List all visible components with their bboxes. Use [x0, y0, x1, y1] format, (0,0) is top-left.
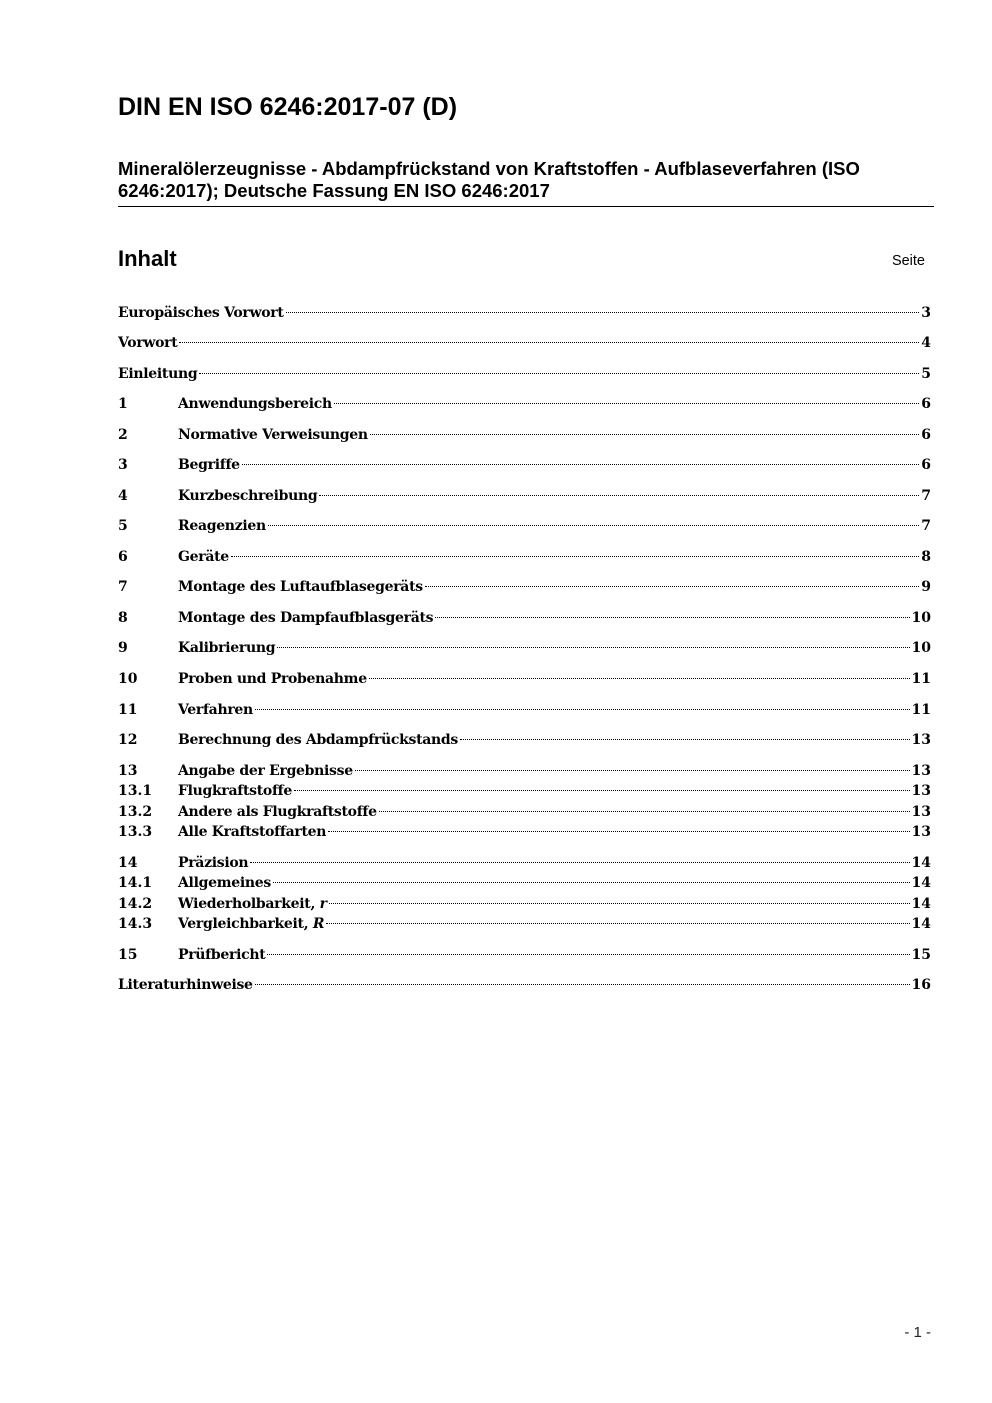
toc-entry-label-text: Normative Verweisungen — [178, 427, 368, 443]
toc-dot-leader — [379, 811, 910, 812]
toc-entry-label — [178, 425, 368, 445]
toc-entry[interactable] — [118, 822, 931, 842]
toc-entry[interactable] — [118, 638, 931, 658]
toc-entry-label — [178, 486, 317, 506]
toc-entry-page: 14 — [911, 916, 931, 932]
toc-dot-leader — [255, 709, 910, 710]
toc-entry-number: 4 — [118, 488, 128, 504]
toc-entry-label — [178, 577, 423, 597]
toc-entry-label — [178, 608, 433, 628]
toc-entry[interactable] — [118, 700, 931, 720]
toc-dot-leader — [199, 373, 919, 374]
toc-entry[interactable] — [118, 547, 931, 567]
toc-entry[interactable] — [118, 364, 931, 384]
toc-entry-label — [178, 945, 265, 965]
toc-entry-number: 3 — [118, 457, 128, 473]
toc-entry-number: 5 — [118, 518, 128, 534]
toc-entry-number: 15 — [118, 947, 138, 963]
document-subtitle: Mineralölerzeugnisse - Abdampfrückstand von Kraftstoffen - Aufblaseverfahren (ISO 6246:2017); Deutsche Fassung EN ISO 6246:2017 — [118, 158, 860, 201]
toc-entry[interactable] — [118, 781, 931, 801]
toc-entry-page: 7 — [921, 488, 931, 504]
toc-dot-leader — [273, 882, 910, 883]
toc-entry-label-text: Europäisches Vorwort — [118, 305, 284, 321]
toc-entry-label — [178, 455, 240, 475]
toc-entry-label — [178, 873, 271, 893]
toc-entry[interactable] — [118, 761, 931, 781]
toc-entry-label-text: Begriffe — [178, 457, 240, 473]
toc-entry-label-text: Montage des Dampfaufblasgeräts — [178, 610, 434, 626]
toc-entry-label-text: Geräte — [178, 549, 229, 565]
toc-entry-number: 14.1 — [118, 875, 153, 891]
toc-entry-label-text: Prüfbericht — [178, 947, 266, 963]
toc-entry-label-text: Reagenzien — [178, 518, 266, 534]
toc-entry[interactable] — [118, 455, 931, 475]
toc-dot-leader — [329, 903, 910, 904]
toc-entry-page: 11 — [911, 671, 931, 687]
toc-entry[interactable] — [118, 486, 931, 506]
toc-entry-number: 7 — [118, 579, 128, 595]
toc-dot-leader — [250, 862, 909, 863]
toc-dot-leader — [369, 678, 910, 679]
toc-entry-label — [118, 975, 253, 995]
toc-entry-label-text: Kurzbeschreibung — [178, 488, 318, 504]
toc-entry-page: 14 — [911, 875, 931, 891]
toc-entry-number: 11 — [118, 702, 138, 718]
table-of-contents — [118, 0, 931, 1403]
toc-entry-number: 8 — [118, 610, 128, 626]
toc-dot-leader — [328, 831, 909, 832]
toc-page-column-label: Seite — [891, 253, 925, 269]
toc-dot-leader — [267, 954, 909, 955]
toc-dot-leader — [334, 403, 919, 404]
toc-entry[interactable] — [118, 577, 931, 597]
toc-entry-label — [178, 761, 353, 781]
toc-dot-leader — [231, 556, 919, 557]
toc-entry-label — [178, 516, 266, 536]
toc-entry-label-text: Flugkraftstoffe — [178, 783, 293, 799]
toc-entry-page: 7 — [921, 518, 931, 534]
toc-dot-leader — [326, 923, 909, 924]
toc-entry[interactable] — [118, 303, 931, 323]
toc-entry-label — [178, 638, 275, 658]
toc-entry-label — [178, 822, 326, 842]
toc-entry-label-text: Vorwort — [118, 335, 178, 351]
toc-entry[interactable] — [118, 516, 931, 536]
toc-entry[interactable] — [118, 914, 931, 934]
toc-entry[interactable] — [118, 425, 931, 445]
toc-entry-number: 14 — [118, 855, 138, 871]
toc-entry-label — [178, 394, 332, 414]
toc-entry-label-text: Verfahren — [178, 702, 253, 718]
toc-entry-page: 10 — [911, 610, 931, 626]
toc-entry-label — [118, 333, 177, 353]
toc-dot-leader — [255, 984, 910, 985]
toc-dot-leader — [355, 770, 910, 771]
toc-entry-label-text: Vergleichbarkeit, — [178, 916, 313, 932]
toc-dot-leader — [319, 495, 919, 496]
toc-entry[interactable] — [118, 802, 931, 822]
toc-entry-page: 14 — [911, 896, 931, 912]
toc-dot-leader — [179, 342, 919, 343]
toc-entry-label-text: Allgemeines — [178, 875, 271, 891]
toc-entry-page: 3 — [921, 305, 931, 321]
toc-dot-leader — [277, 647, 909, 648]
toc-entry-number: 13.2 — [118, 804, 153, 820]
toc-entry-page: 13 — [911, 763, 931, 779]
toc-entry-variable: R — [312, 916, 325, 932]
toc-entry-page: 9 — [921, 579, 931, 595]
toc-entry-label — [178, 547, 229, 567]
toc-entry-number: 12 — [118, 732, 138, 748]
toc-entry-number: 9 — [118, 640, 128, 656]
toc-dot-leader — [286, 312, 920, 313]
toc-entry[interactable] — [118, 853, 931, 873]
toc-entry-number: 10 — [118, 671, 138, 687]
toc-entry-page: 16 — [911, 977, 931, 993]
toc-entry-page: 8 — [921, 549, 931, 565]
toc-entry-number: 13 — [118, 763, 138, 779]
toc-entry[interactable] — [118, 333, 931, 353]
toc-dot-leader — [435, 617, 909, 618]
toc-entry-page: 10 — [911, 640, 931, 656]
toc-dot-leader — [242, 464, 919, 465]
toc-entry[interactable] — [118, 730, 931, 750]
page-number: - 1 - — [904, 1324, 931, 1341]
toc-entry[interactable] — [118, 873, 931, 893]
toc-entry-label-text: Wiederholbarkeit, — [178, 896, 320, 912]
toc-entry[interactable] — [118, 975, 931, 995]
toc-entry-label — [178, 730, 458, 750]
toc-entry-label-text: Literaturhinweise — [118, 977, 253, 993]
document-title: DIN EN ISO 6246:2017-07 (D) — [118, 93, 458, 121]
toc-entry-label-text: Andere als Flugkraftstoffe — [178, 804, 377, 820]
toc-entry-label-text: Montage des Luftaufblasegeräts — [178, 579, 423, 595]
toc-entry[interactable] — [118, 394, 931, 414]
toc-heading: Inhalt — [118, 246, 177, 271]
toc-entry-label — [178, 914, 324, 934]
toc-dot-leader — [370, 434, 920, 435]
toc-dot-leader — [268, 525, 919, 526]
toc-entry-label-text: Proben und Probenahme — [178, 671, 367, 687]
toc-dot-leader — [294, 790, 910, 791]
toc-entry-label — [178, 802, 377, 822]
toc-entry-label — [178, 853, 248, 873]
toc-entry-page: 4 — [921, 335, 931, 351]
toc-entry-label-text: Einleitung — [118, 366, 198, 382]
toc-entry-label-text: Angabe der Ergebnisse — [178, 763, 353, 779]
toc-entry-page: 6 — [921, 457, 931, 473]
toc-entry-page: 13 — [911, 804, 931, 820]
toc-entry-number: 13.3 — [118, 824, 153, 840]
toc-entry-label — [118, 303, 284, 323]
toc-entry-number: 14.2 — [118, 896, 153, 912]
toc-dot-leader — [460, 739, 910, 740]
toc-entry-number: 2 — [118, 427, 128, 443]
toc-entry-label-text: Anwendungsbereich — [178, 396, 332, 412]
toc-entry-page: 15 — [911, 947, 931, 963]
toc-entry-label — [178, 781, 292, 801]
toc-entry-label — [178, 669, 367, 689]
toc-entry-label — [118, 364, 197, 384]
toc-entry-label — [178, 700, 253, 720]
toc-entry[interactable] — [118, 669, 931, 689]
toc-entry-number: 1 — [118, 396, 128, 412]
toc-entry-label — [178, 894, 327, 914]
toc-dot-leader — [425, 586, 919, 587]
toc-entry-label-text: Alle Kraftstoffarten — [178, 824, 327, 840]
toc-entry-page: 6 — [921, 427, 931, 443]
toc-entry-page: 14 — [911, 855, 931, 871]
toc-entry-variable: r — [319, 896, 327, 912]
toc-entry-number: 6 — [118, 549, 128, 565]
toc-entry-label-text: Berechnung des Abdampfrückstands — [178, 732, 458, 748]
toc-entry-label-text: Präzision — [178, 855, 249, 871]
toc-entry-page: 6 — [921, 396, 931, 412]
toc-entry-page: 13 — [911, 732, 931, 748]
toc-entry-number: 14.3 — [118, 916, 153, 932]
toc-entry-page: 13 — [911, 824, 931, 840]
toc-entry-number: 13.1 — [118, 783, 153, 799]
toc-entry[interactable] — [118, 945, 931, 965]
toc-entry-page: 5 — [921, 366, 931, 382]
toc-entry[interactable] — [118, 608, 931, 628]
toc-entry-page: 11 — [911, 702, 931, 718]
toc-entry-page: 13 — [911, 783, 931, 799]
toc-entry-label-text: Kalibrierung — [178, 640, 276, 656]
toc-entry[interactable] — [118, 894, 931, 914]
